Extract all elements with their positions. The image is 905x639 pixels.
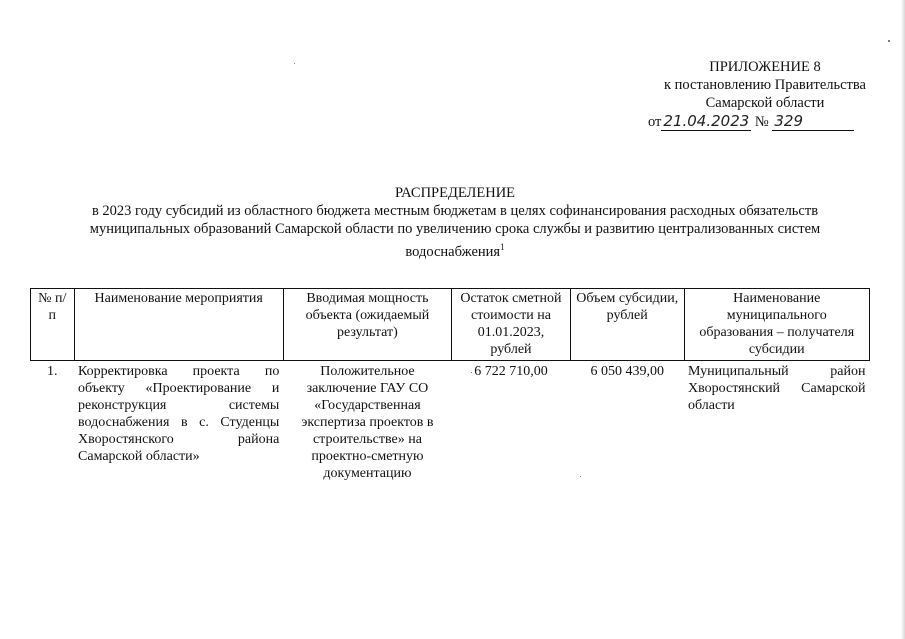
subtitle-text: в 2023 году субсидий из областного бюджета местным бюджетам в целях софинансирования расходных обязательств муниципальных образований Самарской области по увеличению срока службы и развитию централизованных систем водоснабжения (89, 203, 821, 260)
scan-edge-shadow (901, 0, 905, 639)
appendix-title: ПРИЛОЖЕНИЕ 8 (709, 59, 821, 75)
handwritten-number: 329 (772, 112, 854, 131)
scan-speck (294, 63, 295, 64)
row-activity: Корректировка проекта по объекту «Проектирование и реконструкция системы водоснабжения в с. Студенцы Хворостянского района Самарской области» (78, 364, 280, 464)
date-prefix: от (648, 114, 662, 130)
header-remaining-cost: Остаток сметной стоимости на 01.01.2023, рублей (452, 289, 571, 361)
header-recipient: Наименование муниципального образования – получателя субсидии (684, 289, 870, 361)
header-subsidy: Объем субсидии, рублей (570, 289, 684, 361)
header-result: Вводимая мощность объекта (ожидаемый результат) (283, 289, 451, 361)
number-prefix: № (754, 114, 769, 130)
row-subsidy: 6 050 439,00 (590, 364, 664, 379)
document-heading (60, 184, 850, 261)
table-header-row (31, 289, 870, 361)
appendix-block (640, 58, 890, 131)
handwritten-date: 21.04.2023 (663, 112, 750, 130)
scan-speck (888, 40, 890, 42)
row-recipient: Муниципальный район Хворостянский Самарской области (688, 364, 866, 413)
appendix-date-line (640, 112, 890, 131)
row-remaining-cost: 6 722 710,00 (474, 364, 548, 379)
table-row (31, 361, 870, 485)
scan-speck (471, 372, 472, 373)
appendix-line-2: Самарской области (705, 95, 825, 111)
scan-speck (580, 476, 581, 477)
header-activity: Наименование мероприятия (74, 289, 283, 361)
footnote-mark: 1 (500, 242, 505, 252)
row-number: 1. (47, 364, 58, 379)
header-number: № п/п (31, 289, 75, 361)
appendix-line-1: к постановлению Правительства (664, 77, 866, 93)
document-title: РАСПРЕДЕЛЕНИЕ (394, 185, 516, 201)
document-subtitle (90, 203, 820, 260)
distribution-table (30, 288, 870, 484)
row-result: Положительное заключение ГАУ СО «Государственная экспертиза проектов в строительстве» на проектно-сметную документацию (301, 364, 434, 481)
